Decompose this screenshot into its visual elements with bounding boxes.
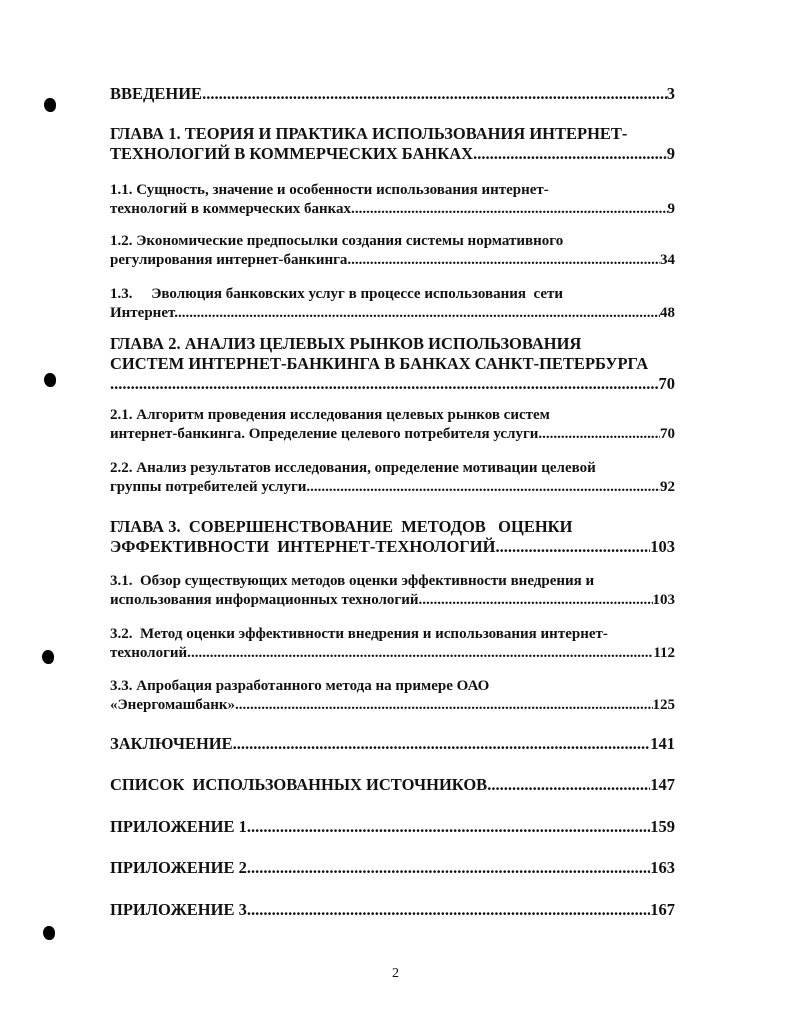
toc-entry-section-3-1[interactable] — [110, 572, 675, 610]
toc-entry-appendix-2[interactable] — [110, 858, 675, 878]
toc-s33-line1: 3.3. Апробация разработанного метода на примере ОАО — [110, 678, 490, 694]
binder-mark-4 — [43, 926, 55, 940]
toc-s31-page: 103 — [652, 592, 675, 608]
toc-s32-page: 112 — [653, 645, 675, 661]
toc-entry-appendix-1[interactable] — [110, 817, 675, 837]
toc-s12-line2: регулирования интернет-банкинга. — [110, 252, 352, 268]
toc-ch3-line1: ГЛАВА 3. СОВЕРШЕНСТВОВАНИЕ МЕТОДОВ ОЦЕНКИ — [110, 517, 573, 536]
toc-app3-page: 167 — [650, 900, 675, 919]
toc-ch1-line1: ГЛАВА 1. ТЕОРИЯ И ПРАКТИКА ИСПОЛЬЗОВАНИЯ ИНТЕРНЕТ- — [110, 124, 628, 143]
toc-s12-page: 34 — [660, 252, 675, 268]
leader-dots — [487, 775, 650, 795]
toc-s33-page: 125 — [652, 697, 675, 713]
toc-s31-line1: 3.1. Обзор существующих методов оценки эффективности внедрения и — [110, 573, 595, 589]
leader-dots — [178, 304, 660, 323]
toc-entry-conclusion[interactable] — [110, 734, 675, 754]
toc-s21-line2: интернет-банкинга. Определение целевого потребителя услуги. — [110, 426, 543, 442]
leader-dots — [251, 858, 650, 878]
binder-mark-3 — [42, 650, 54, 664]
toc-ch2-line1: ГЛАВА 2. АНАЛИЗ ЦЕЛЕВЫХ РЫНКОВ ИСПОЛЬЗОВАНИЯ — [110, 334, 582, 353]
toc-entry-appendix-3[interactable] — [110, 900, 675, 920]
leader-dots — [422, 591, 652, 610]
toc-s31-line2: использования информационных технологий. — [110, 592, 423, 608]
toc-app3-label: ПРИЛОЖЕНИЕ 3. — [110, 900, 251, 919]
leader-dots — [251, 817, 650, 837]
leader-dots — [500, 537, 651, 557]
leader-dots — [235, 696, 652, 715]
toc-entry-section-2-1[interactable] — [110, 406, 675, 444]
toc-ch2-page: 70 — [658, 374, 675, 393]
leader-dots — [191, 644, 653, 663]
toc-app2-page: 163 — [650, 858, 675, 877]
toc-entry-section-2-2[interactable] — [110, 459, 675, 497]
toc-entry-section-1-2[interactable] — [110, 232, 675, 270]
toc-s33-line2: «Энергомашбанк» — [110, 697, 236, 713]
toc-ch1-line2: ТЕХНОЛОГИЙ В КОММЕРЧЕСКИХ БАНКАХ — [110, 144, 474, 163]
toc-entry-sources[interactable] — [110, 775, 675, 795]
leader-dots — [473, 144, 667, 164]
toc-entry-section-1-1[interactable] — [110, 181, 675, 219]
toc-s12-line1: 1.2. Экономические предпосылки создания системы нормативного — [110, 233, 564, 249]
toc-app1-label: ПРИЛОЖЕНИЕ 1. — [110, 817, 251, 836]
toc-entry-section-1-3[interactable] — [110, 285, 675, 323]
leader-dots — [233, 734, 651, 754]
toc-s32-line2: технологий. — [110, 645, 191, 661]
toc-conclusion-page: 141 — [650, 734, 675, 753]
toc-ch1-page: 9 — [666, 144, 675, 163]
toc-s22-line1: 2.2. Анализ результатов исследования, определение мотивации целевой — [110, 460, 596, 476]
binder-mark-1 — [44, 98, 56, 112]
toc-s11-page: 9 — [667, 201, 675, 217]
toc-entry-chapter-3[interactable] — [110, 517, 675, 557]
toc-conclusion-label: ЗАКЛЮЧЕНИЕ — [110, 734, 233, 753]
leader-dots — [251, 900, 650, 920]
toc-ch3-line2: ЭФФЕКТИВНОСТИ ИНТЕРНЕТ-ТЕХНОЛОГИЙ. — [110, 537, 500, 556]
toc-s13-line2: Интернет. — [110, 305, 178, 321]
leader-dots — [351, 251, 660, 270]
toc-s21-page: 70 — [660, 426, 675, 442]
binder-mark-2 — [44, 373, 56, 387]
leader-dots — [310, 478, 660, 497]
toc-entry-intro[interactable] — [110, 84, 675, 104]
toc-ch2-line2: СИСТЕМ ИНТЕРНЕТ-БАНКИНГА В БАНКАХ САНКТ-ПЕТЕРБУРГА — [110, 354, 649, 373]
leader-dots — [542, 425, 660, 444]
toc-intro-label: ВВЕДЕНИЕ — [110, 84, 203, 103]
toc-app1-page: 159 — [650, 817, 675, 836]
leader-dots — [202, 84, 667, 104]
leader-dots — [110, 374, 659, 394]
toc-entry-section-3-2[interactable] — [110, 625, 675, 663]
toc-s22-line2: группы потребителей услуги. — [110, 479, 311, 495]
toc-sources-page: 147 — [650, 775, 675, 794]
toc-s22-page: 92 — [660, 479, 675, 495]
toc-s13-line1: 1.3. Эволюция банковских услуг в процессе использования сети — [110, 286, 564, 302]
page-number: 2 — [392, 966, 399, 981]
toc-intro-page: 3 — [666, 84, 675, 103]
leader-dots — [355, 200, 668, 219]
toc-s11-line1: 1.1. Сущность, значение и особенности использования интернет- — [110, 182, 549, 198]
toc-entry-chapter-1[interactable] — [110, 124, 675, 164]
toc-s32-line1: 3.2. Метод оценки эффективности внедрения и использования интернет- — [110, 626, 608, 642]
toc-s11-line2: технологий в коммерческих банках. — [110, 201, 355, 217]
toc-entry-chapter-2[interactable] — [110, 334, 675, 394]
toc-sources-label: СПИСОК ИСПОЛЬЗОВАННЫХ ИСТОЧНИКОВ — [110, 775, 488, 794]
toc-s13-page: 48 — [660, 305, 675, 321]
toc-s21-line1: 2.1. Алгоритм проведения исследования целевых рынков систем — [110, 407, 550, 423]
toc-entry-section-3-3[interactable] — [110, 677, 675, 715]
toc-ch3-page: 103 — [650, 537, 675, 556]
toc-app2-label: ПРИЛОЖЕНИЕ 2. — [110, 858, 251, 877]
